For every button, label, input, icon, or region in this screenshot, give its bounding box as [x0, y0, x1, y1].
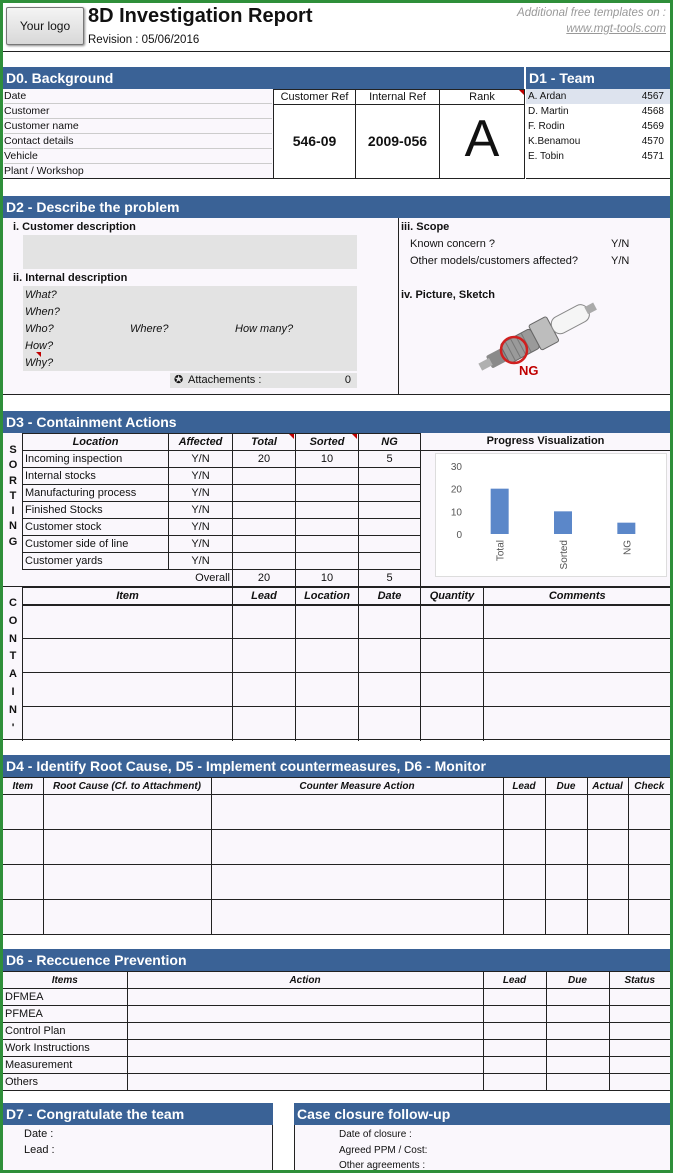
table-row — [3, 1074, 670, 1091]
contain-table — [22, 587, 670, 741]
ng-cell[interactable] — [359, 519, 421, 536]
other-models-value[interactable]: Y/N — [611, 255, 630, 267]
location-cell: Customer stock — [23, 519, 169, 536]
sorted-cell[interactable] — [296, 502, 359, 519]
d2-section-header: D2 - Describe the problem — [3, 196, 670, 218]
progress-chart — [435, 453, 667, 577]
total-cell[interactable] — [233, 536, 296, 553]
d0-row-date: Date — [4, 89, 272, 104]
total-cell[interactable]: 20 — [233, 451, 296, 468]
sorting-letter: N — [9, 520, 17, 533]
location-cell: Customer yards — [23, 553, 169, 570]
location-cell: Incoming inspection — [23, 451, 169, 468]
closure-section-header: Case closure follow-up — [294, 1103, 670, 1125]
d4-section-header: D4 - Identify Root Cause, D5 - Implement countermeasures, D6 - Monitor — [3, 755, 670, 777]
table-row[interactable] — [23, 639, 671, 673]
d7-date-label: Date : — [24, 1128, 54, 1140]
d0-rows — [3, 89, 273, 179]
customer-ref-label: Customer Ref — [274, 90, 355, 105]
logo-box[interactable] — [6, 7, 84, 45]
who-label: Who? — [25, 323, 54, 335]
contain-letter: ' — [11, 721, 15, 734]
affected-cell[interactable]: Y/N — [169, 451, 233, 468]
closure-other-label: Other agreements : — [339, 1160, 426, 1170]
d3-section-header: D3 - Containment Actions — [3, 411, 670, 433]
col-due: Due — [545, 778, 587, 795]
col-ng: NG — [359, 434, 421, 451]
customer-desc-label: i. Customer description — [13, 221, 136, 233]
location-cell: Finished Stocks — [23, 502, 169, 519]
col-due: Due — [546, 972, 609, 989]
sorted-cell[interactable] — [296, 536, 359, 553]
table-row — [23, 502, 421, 519]
prevention-item: Control Plan — [3, 1023, 127, 1040]
overall-label: Overall — [23, 570, 233, 587]
d1-team-list — [526, 89, 670, 179]
overall-row — [23, 570, 421, 587]
sorting-letter: I — [11, 505, 15, 518]
col-lead: Lead — [233, 588, 296, 605]
d6-section-header: D6 - Reccuence Prevention — [3, 949, 670, 971]
team-member-id: 4568 — [641, 106, 664, 117]
team-member-name: D. Martin — [528, 106, 569, 117]
contain-letter: C — [9, 597, 17, 609]
how-label: How? — [25, 340, 54, 352]
d0-section-header: D0. Background — [3, 67, 524, 89]
col-date: Date — [359, 588, 421, 605]
comment-marker-icon — [36, 352, 41, 357]
when-label: When? — [25, 306, 60, 318]
prevention-header-row — [3, 972, 670, 989]
sorting-table — [22, 433, 421, 587]
table-row — [3, 1057, 670, 1074]
rank-value[interactable]: A — [464, 110, 500, 168]
ng-cell[interactable] — [359, 502, 421, 519]
sorting-letter: T — [9, 489, 17, 502]
internal-ref-box — [355, 89, 440, 179]
sorting-letter: G — [8, 535, 18, 548]
attachment-icon: ✪ — [174, 374, 184, 386]
col-counter-measure: Counter Measure Action — [211, 778, 503, 795]
contain-vertical-label — [6, 595, 20, 737]
table-row[interactable] — [23, 605, 671, 639]
templates-link[interactable]: www.mgt-tools.com — [566, 23, 666, 35]
contain-letter: O — [8, 614, 18, 627]
contain-letter: I — [11, 685, 15, 698]
x-tick-label: NG — [622, 540, 634, 555]
location-cell: Customer side of line — [23, 536, 169, 553]
attachments-row[interactable] — [170, 373, 357, 388]
logo-label: Your logo — [19, 19, 71, 33]
d0-row-vehicle: Vehicle — [4, 149, 272, 164]
col-sorted: Sorted — [296, 434, 359, 451]
templates-note: Additional free templates on : — [517, 7, 666, 19]
y-tick-label: 10 — [450, 507, 462, 519]
contain-letter: N — [9, 703, 17, 716]
ng-cell[interactable] — [359, 553, 421, 570]
col-quantity: Quantity — [421, 588, 484, 605]
table-row — [3, 989, 670, 1006]
table-row — [23, 519, 421, 536]
ng-label: NG — [519, 363, 539, 378]
table-row — [3, 1023, 670, 1040]
d2-divider — [398, 218, 399, 395]
prevention-item: Measurement — [3, 1057, 127, 1074]
sorting-header-row — [23, 434, 421, 451]
affected-cell[interactable]: Y/N — [169, 553, 233, 570]
table-row[interactable] — [3, 900, 670, 935]
contain-letter: N — [9, 632, 17, 645]
rank-box — [439, 89, 525, 179]
closure-date-label: Date of closure : — [339, 1129, 412, 1140]
location-cell: Internal stocks — [23, 468, 169, 485]
col-location: Location — [23, 434, 169, 451]
team-member — [526, 104, 670, 119]
sorting-letter: O — [8, 459, 18, 472]
y-tick-label: 30 — [450, 462, 462, 473]
col-status: Status — [609, 972, 670, 989]
sorted-cell[interactable] — [296, 553, 359, 570]
col-lead: Lead — [483, 972, 546, 989]
affected-cell[interactable]: Y/N — [169, 485, 233, 502]
d0-row-customer: Customer — [4, 104, 272, 119]
header-divider — [3, 51, 670, 52]
bar-sorted — [554, 511, 572, 534]
col-root-cause: Root Cause (Cf. to Attachment) — [43, 778, 211, 795]
overall-total: 20 — [233, 570, 296, 587]
bar-ng — [617, 523, 635, 534]
ng-cell[interactable] — [359, 485, 421, 502]
col-items: Items — [3, 972, 127, 989]
total-cell[interactable] — [233, 519, 296, 536]
y-tick-label: 0 — [456, 530, 462, 541]
affected-cell[interactable]: Y/N — [169, 502, 233, 519]
prevention-item: DFMEA — [3, 989, 127, 1006]
rank-label: Rank — [440, 90, 524, 105]
table-row — [23, 485, 421, 502]
how-many-label: How many? — [235, 323, 294, 335]
y-tick-label: 20 — [450, 484, 462, 496]
table-row — [23, 553, 421, 570]
ng-cell[interactable]: 5 — [359, 451, 421, 468]
team-member — [526, 89, 670, 104]
team-member-id: 4570 — [641, 136, 664, 147]
contain-letter: T — [9, 650, 17, 663]
customer-ref-box — [273, 89, 356, 179]
picture-label: iv. Picture, Sketch — [401, 289, 495, 301]
team-member-id: 4567 — [641, 91, 664, 102]
col-check: Check — [628, 778, 670, 795]
col-comments: Comments — [484, 588, 671, 605]
d7-body — [3, 1125, 273, 1170]
affected-cell[interactable]: Y/N — [169, 519, 233, 536]
root-cause-header-row — [3, 778, 670, 795]
d7-lead-label: Lead : — [24, 1144, 55, 1156]
sorted-cell[interactable]: 10 — [296, 451, 359, 468]
col-item: Item — [3, 778, 43, 795]
comment-marker-icon — [289, 434, 294, 439]
internal-desc-field[interactable] — [23, 286, 357, 371]
customer-ref-value[interactable]: 546-09 — [292, 133, 337, 149]
team-member — [526, 149, 670, 164]
scope-label: iii. Scope — [401, 221, 450, 233]
sorted-cell[interactable] — [296, 468, 359, 485]
table-row — [23, 451, 421, 468]
prevention-item: PFMEA — [3, 1006, 127, 1023]
d1-section-header: D1 - Team — [526, 67, 670, 89]
d0-row-contact: Contact details — [4, 134, 272, 149]
total-cell[interactable] — [233, 485, 296, 502]
what-label: What? — [25, 289, 57, 301]
bar-total — [491, 489, 509, 534]
col-total: Total — [233, 434, 296, 451]
total-cell[interactable] — [233, 502, 296, 519]
internal-ref-value[interactable]: 2009-056 — [367, 133, 428, 149]
ng-cell[interactable] — [359, 536, 421, 553]
attachments-label: Attachements : — [188, 374, 262, 386]
team-member-name: A. Ardan — [528, 91, 567, 102]
prevention-item: Others — [3, 1074, 127, 1091]
contain-header-row — [23, 588, 671, 605]
where-label: Where? — [130, 323, 169, 335]
table-row — [3, 1040, 670, 1057]
report-page — [3, 3, 670, 1170]
col-lead: Lead — [503, 778, 545, 795]
root-cause-table — [3, 777, 670, 935]
table-row[interactable] — [3, 795, 670, 830]
table-row[interactable] — [3, 830, 670, 865]
customer-desc-field[interactable] — [23, 235, 357, 269]
table-row[interactable] — [3, 865, 670, 900]
col-affected: Affected — [169, 434, 233, 451]
attachments-count: 0 — [344, 374, 351, 386]
team-member-name: E. Tobin — [528, 151, 564, 162]
x-tick-label: Total — [495, 540, 507, 562]
prevention-table — [3, 971, 670, 1091]
table-row — [23, 536, 421, 553]
table-row — [3, 1006, 670, 1023]
internal-ref-label: Internal Ref — [356, 90, 439, 105]
closure-ppm-label: Agreed PPM / Cost: — [339, 1145, 428, 1156]
team-member-id: 4571 — [641, 151, 664, 162]
internal-desc-label: ii. Internal description — [13, 272, 128, 284]
other-models-label: Other models/customers affected? — [410, 255, 578, 267]
team-member-id: 4569 — [641, 121, 664, 132]
comment-marker-icon — [352, 434, 357, 439]
sorted-cell[interactable] — [296, 485, 359, 502]
sorted-cell[interactable] — [296, 519, 359, 536]
contain-letter: A — [9, 668, 17, 681]
ng-cell[interactable] — [359, 468, 421, 485]
closure-body — [294, 1125, 670, 1170]
d0-row-plant: Plant / Workshop — [4, 165, 84, 177]
known-concern-label: Known concern ? — [410, 238, 495, 250]
team-member — [526, 134, 670, 149]
team-member-name: F. Rodin — [528, 121, 565, 132]
d7-section-header: D7 - Congratulate the team — [3, 1103, 273, 1125]
col-actual: Actual — [587, 778, 628, 795]
prevention-item: Work Instructions — [3, 1040, 127, 1057]
team-member — [526, 119, 670, 134]
table-row — [23, 468, 421, 485]
col-action: Action — [127, 972, 483, 989]
col-item: Item — [23, 588, 233, 605]
total-cell[interactable] — [233, 468, 296, 485]
overall-ng: 5 — [359, 570, 421, 587]
progress-title: Progress Visualization — [421, 435, 670, 451]
affected-cell[interactable]: Y/N — [169, 536, 233, 553]
location-cell: Manufacturing process — [23, 485, 169, 502]
sorting-letter: S — [9, 444, 17, 456]
col-location: Location — [296, 588, 359, 605]
affected-cell[interactable]: Y/N — [169, 468, 233, 485]
d0-row-customer-name: Customer name — [4, 119, 272, 134]
report-title: 8D Investigation Report — [88, 5, 313, 27]
why-label: Why? — [25, 357, 54, 369]
x-tick-label: Sorted — [559, 540, 570, 570]
sorting-vertical-label — [6, 443, 20, 550]
revision-text: Revision : 05/06/2016 — [88, 34, 200, 46]
comment-marker-icon — [519, 90, 524, 95]
overall-sorted: 10 — [296, 570, 359, 587]
known-concern-value[interactable]: Y/N — [611, 238, 630, 250]
sorting-letter: R — [9, 474, 17, 487]
total-cell[interactable] — [233, 553, 296, 570]
table-row[interactable] — [23, 707, 671, 741]
table-row[interactable] — [23, 673, 671, 707]
team-member-name: K.Benamou — [528, 136, 581, 147]
